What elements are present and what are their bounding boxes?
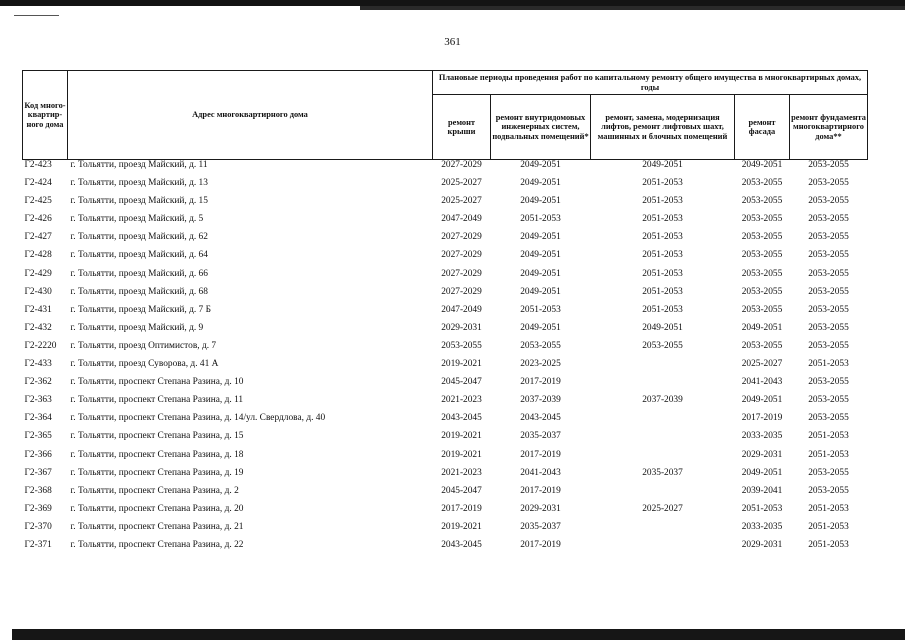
row-roof-period: 2025-2027: [441, 196, 482, 207]
row-foundation-period: 2053-2055: [808, 340, 849, 351]
header-lifts: ремонт, замена, модернизация лифтов, ремонт лифтовых шахт, машинных и блочных помещений: [591, 95, 735, 160]
row-facade-period: 2049-2051: [741, 467, 783, 478]
row-lifts-period: 2037-2039: [642, 395, 683, 406]
table-row: [23, 486, 868, 504]
row-facade-period: 2049-2051: [741, 395, 783, 406]
row-address: г. Тольятти, проезд Майский, д. 13: [70, 178, 208, 189]
header-facade: ремонт фасада: [735, 95, 790, 160]
row-lifts-period: 2051-2053: [642, 286, 683, 297]
row-facade-period: 2041-2043: [741, 377, 783, 388]
row-engineering-period: 2035-2037: [520, 431, 561, 442]
row-engineering-period: 2049-2051: [520, 250, 561, 261]
row-engineering-period: 2017-2019: [520, 539, 561, 550]
row-foundation-period: 2051-2053: [808, 521, 849, 532]
row-foundation-period: 2053-2055: [808, 467, 849, 478]
row-engineering-period: 2017-2019: [520, 377, 561, 388]
table-row: [23, 450, 868, 468]
row-address: г. Тольятти, проезд Майский, д. 7 Б: [70, 304, 211, 315]
row-code: Г2-426: [24, 214, 52, 225]
table-row: [23, 250, 868, 268]
row-address: г. Тольятти, проспект Степана Разина, д. 20: [70, 503, 244, 514]
row-facade-period: 2033-2035: [741, 431, 783, 442]
table-row: [23, 504, 868, 522]
row-code: Г2-362: [24, 377, 52, 388]
row-address: г. Тольятти, проезд Майский, д. 64: [70, 250, 208, 261]
row-lifts-period: [591, 522, 735, 540]
row-engineering-period: 2049-2051: [520, 160, 561, 170]
row-address: г. Тольятти, проезд Майский, д. 9: [70, 322, 204, 333]
row-code: Г2-364: [24, 413, 52, 424]
row-code: Г2-423: [24, 160, 52, 170]
table-body: [23, 160, 868, 559]
row-engineering-period: 2049-2051: [520, 322, 561, 333]
header-plan-periods: Плановые периоды проведения работ по капитальному ремонту общего имущества в многоквартирных домах, годы: [433, 71, 868, 95]
table-row: [23, 377, 868, 395]
row-roof-period: 2047-2049: [441, 214, 482, 225]
header-engineering: ремонт внутридомовых инженерных систем, подвальных помещений*: [491, 95, 591, 160]
row-facade-period: 2029-2031: [741, 539, 783, 550]
row-roof-period: 2045-2047: [441, 377, 482, 388]
row-lifts-period: 2025-2027: [642, 503, 683, 514]
row-engineering-period: 2023-2025: [520, 359, 561, 370]
scan-top-border-right: [360, 6, 905, 10]
row-roof-period: 2043-2045: [441, 539, 482, 550]
row-code: Г2-367: [24, 467, 52, 478]
row-lifts-period: [591, 359, 735, 377]
row-facade-period: 2025-2027: [741, 359, 783, 370]
row-engineering-period: 2049-2051: [520, 232, 561, 243]
row-code: Г2-424: [24, 178, 52, 189]
row-roof-period: 2047-2049: [441, 304, 482, 315]
row-foundation-period: 2053-2055: [808, 395, 849, 406]
row-engineering-period: 2029-2031: [520, 503, 561, 514]
row-foundation-period: 2053-2055: [808, 286, 849, 297]
table-row: [23, 540, 868, 558]
row-foundation-period: 2053-2055: [808, 196, 849, 207]
row-code: Г2-2220: [24, 340, 57, 351]
row-address: г. Тольятти, проезд Майский, д. 62: [70, 232, 208, 243]
row-address: г. Тольятти, проезд Майский, д. 11: [70, 160, 208, 170]
row-address: г. Тольятти, проспект Степана Разина, д. 2: [70, 485, 239, 496]
row-lifts-period: 2051-2053: [642, 178, 683, 189]
row-address: г. Тольятти, проезд Оптимистов, д. 7: [70, 340, 217, 351]
row-lifts-period: 2051-2053: [642, 196, 683, 207]
row-facade-period: 2053-2055: [741, 178, 783, 189]
row-code: Г2-428: [24, 250, 52, 261]
row-code: Г2-369: [24, 503, 52, 514]
row-facade-period: 2053-2055: [741, 304, 783, 315]
row-engineering-period: 2037-2039: [520, 395, 561, 406]
row-engineering-period: 2053-2055: [520, 340, 561, 351]
row-lifts-period: [591, 377, 735, 395]
row-facade-period: 2029-2031: [741, 449, 783, 460]
row-address: г. Тольятти, проезд Майский, д. 66: [70, 268, 208, 279]
row-engineering-period: 2051-2053: [520, 304, 561, 315]
row-address: г. Тольятти, проспект Степана Разина, д. 21: [70, 521, 244, 532]
row-lifts-period: 2051-2053: [642, 268, 683, 279]
row-code: Г2-429: [24, 268, 52, 279]
row-address: г. Тольятти, проспект Степана Разина, д. 10: [70, 377, 244, 388]
row-facade-period: 2049-2051: [741, 322, 783, 333]
row-roof-period: 2029-2031: [441, 322, 482, 333]
scan-top-line: [14, 15, 59, 16]
table-row: [23, 305, 868, 323]
table-row: [23, 431, 868, 449]
row-facade-period: 2053-2055: [741, 268, 783, 279]
page-number: 361: [444, 36, 461, 48]
row-code: Г2-363: [24, 395, 52, 406]
row-roof-period: 2017-2019: [441, 503, 482, 514]
row-foundation-period: 2053-2055: [808, 485, 849, 496]
row-foundation-period: 2051-2053: [808, 359, 849, 370]
table-row: [23, 341, 868, 359]
row-roof-period: 2043-2045: [441, 413, 482, 424]
row-code: Г2-425: [24, 196, 52, 207]
table-row: [23, 468, 868, 486]
row-foundation-period: 2053-2055: [808, 178, 849, 189]
row-roof-period: 2027-2029: [441, 250, 482, 261]
row-engineering-period: 2051-2053: [520, 214, 561, 225]
row-foundation-period: 2051-2053: [808, 449, 849, 460]
row-lifts-period: 2051-2053: [642, 214, 683, 225]
row-code: Г2-366: [24, 449, 52, 460]
row-roof-period: 2025-2027: [441, 178, 482, 189]
row-engineering-period: 2017-2019: [520, 449, 561, 460]
row-engineering-period: 2049-2051: [520, 268, 561, 279]
row-foundation-period: 2051-2053: [808, 431, 849, 442]
header-roof: ремонт крыши: [433, 95, 491, 160]
row-address: г. Тольятти, проезд Майский, д. 5: [70, 214, 204, 225]
row-address: г. Тольятти, проспект Степана Разина, д. 14/ул. Свердлова, д. 40: [70, 413, 326, 424]
table-row: [23, 323, 868, 341]
row-facade-period: 2049-2051: [741, 160, 783, 170]
row-foundation-period: 2053-2055: [808, 268, 849, 279]
row-address: г. Тольятти, проспект Степана Разина, д. 18: [70, 449, 244, 460]
table-row: [23, 522, 868, 540]
row-facade-period: 2053-2055: [741, 214, 783, 225]
row-roof-period: 2045-2047: [441, 485, 482, 496]
row-facade-period: 2053-2055: [741, 250, 783, 261]
row-roof-period: 2019-2021: [441, 359, 482, 370]
row-foundation-period: 2053-2055: [808, 304, 849, 315]
row-code: Г2-427: [24, 232, 52, 243]
repair-schedule-table: [22, 70, 868, 558]
row-lifts-period: [591, 413, 735, 431]
row-facade-period: 2033-2035: [741, 521, 783, 532]
row-address: г. Тольятти, проспект Степана Разина, д. 11: [70, 395, 244, 406]
row-lifts-period: 2049-2051: [642, 322, 683, 333]
row-foundation-period: 2053-2055: [808, 413, 849, 424]
row-lifts-period: [591, 540, 735, 558]
row-roof-period: 2019-2021: [441, 521, 482, 532]
row-roof-period: 2019-2021: [441, 431, 482, 442]
table-row: [23, 160, 868, 179]
row-lifts-period: 2051-2053: [642, 232, 683, 243]
row-roof-period: 2027-2029: [441, 160, 482, 170]
row-roof-period: 2019-2021: [441, 449, 482, 460]
table-row: [23, 359, 868, 377]
row-code: Г2-433: [24, 359, 52, 370]
table-row: [23, 196, 868, 214]
row-foundation-period: 2053-2055: [808, 377, 849, 388]
row-engineering-period: 2035-2037: [520, 521, 561, 532]
header-address: Адрес многоквартирного дома: [68, 71, 433, 160]
row-address: г. Тольятти, проезд Майский, д. 15: [70, 196, 208, 207]
header-foundation: ремонт фундамента многоквартирного дома**: [790, 95, 868, 160]
row-lifts-period: 2051-2053: [642, 250, 683, 261]
row-engineering-period: 2049-2051: [520, 286, 561, 297]
row-roof-period: 2027-2029: [441, 268, 482, 279]
row-engineering-period: 2043-2045: [520, 413, 561, 424]
row-roof-period: 2053-2055: [441, 340, 482, 351]
row-facade-period: 2053-2055: [741, 196, 783, 207]
row-lifts-period: [591, 450, 735, 468]
row-roof-period: 2027-2029: [441, 286, 482, 297]
scan-bottom-border: [12, 629, 905, 640]
table-row: [23, 395, 868, 413]
table-row: [23, 413, 868, 431]
row-roof-period: 2021-2023: [441, 395, 482, 406]
row-foundation-period: 2053-2055: [808, 160, 849, 170]
table-row: [23, 269, 868, 287]
row-foundation-period: 2051-2053: [808, 503, 849, 514]
row-facade-period: 2039-2041: [741, 485, 783, 496]
row-roof-period: 2027-2029: [441, 232, 482, 243]
row-code: Г2-368: [24, 485, 52, 496]
row-foundation-period: 2053-2055: [808, 232, 849, 243]
row-foundation-period: 2053-2055: [808, 250, 849, 261]
row-lifts-period: 2053-2055: [642, 340, 683, 351]
row-facade-period: 2053-2055: [741, 340, 783, 351]
row-facade-period: 2053-2055: [741, 286, 783, 297]
row-code: Г2-365: [24, 431, 52, 442]
row-address: г. Тольятти, проезд Майский, д. 68: [70, 286, 208, 297]
table-row: [23, 232, 868, 250]
row-address: г. Тольятти, проспект Степана Разина, д. 22: [70, 539, 244, 550]
row-facade-period: 2053-2055: [741, 232, 783, 243]
row-engineering-period: 2049-2051: [520, 196, 561, 207]
row-roof-period: 2021-2023: [441, 467, 482, 478]
row-lifts-period: 2049-2051: [642, 160, 683, 170]
table-row: [23, 214, 868, 232]
table-row: [23, 287, 868, 305]
table-row: [23, 178, 868, 196]
row-code: Г2-431: [24, 304, 52, 315]
row-facade-period: 2017-2019: [741, 413, 783, 424]
row-foundation-period: 2051-2053: [808, 539, 849, 550]
row-code: Г2-371: [24, 539, 52, 550]
row-lifts-period: [591, 431, 735, 449]
row-foundation-period: 2053-2055: [808, 214, 849, 225]
row-facade-period: 2051-2053: [741, 503, 783, 514]
row-code: Г2-432: [24, 322, 52, 333]
row-engineering-period: 2017-2019: [520, 485, 561, 496]
row-code: Г2-430: [24, 286, 52, 297]
row-engineering-period: 2049-2051: [520, 178, 561, 189]
row-lifts-period: [591, 486, 735, 504]
header-code: Код много-квартир-ного дома: [23, 71, 68, 160]
row-foundation-period: 2053-2055: [808, 322, 849, 333]
row-engineering-period: 2041-2043: [520, 467, 561, 478]
row-address: г. Тольятти, проспект Степана Разина, д. 19: [70, 467, 244, 478]
row-address: г. Тольятти, проспект Степана Разина, д. 15: [70, 431, 244, 442]
row-code: Г2-370: [24, 521, 52, 532]
row-address: г. Тольятти, проезд Суворова, д. 41 А: [70, 359, 219, 370]
row-lifts-period: 2035-2037: [642, 467, 683, 478]
row-lifts-period: 2051-2053: [642, 304, 683, 315]
